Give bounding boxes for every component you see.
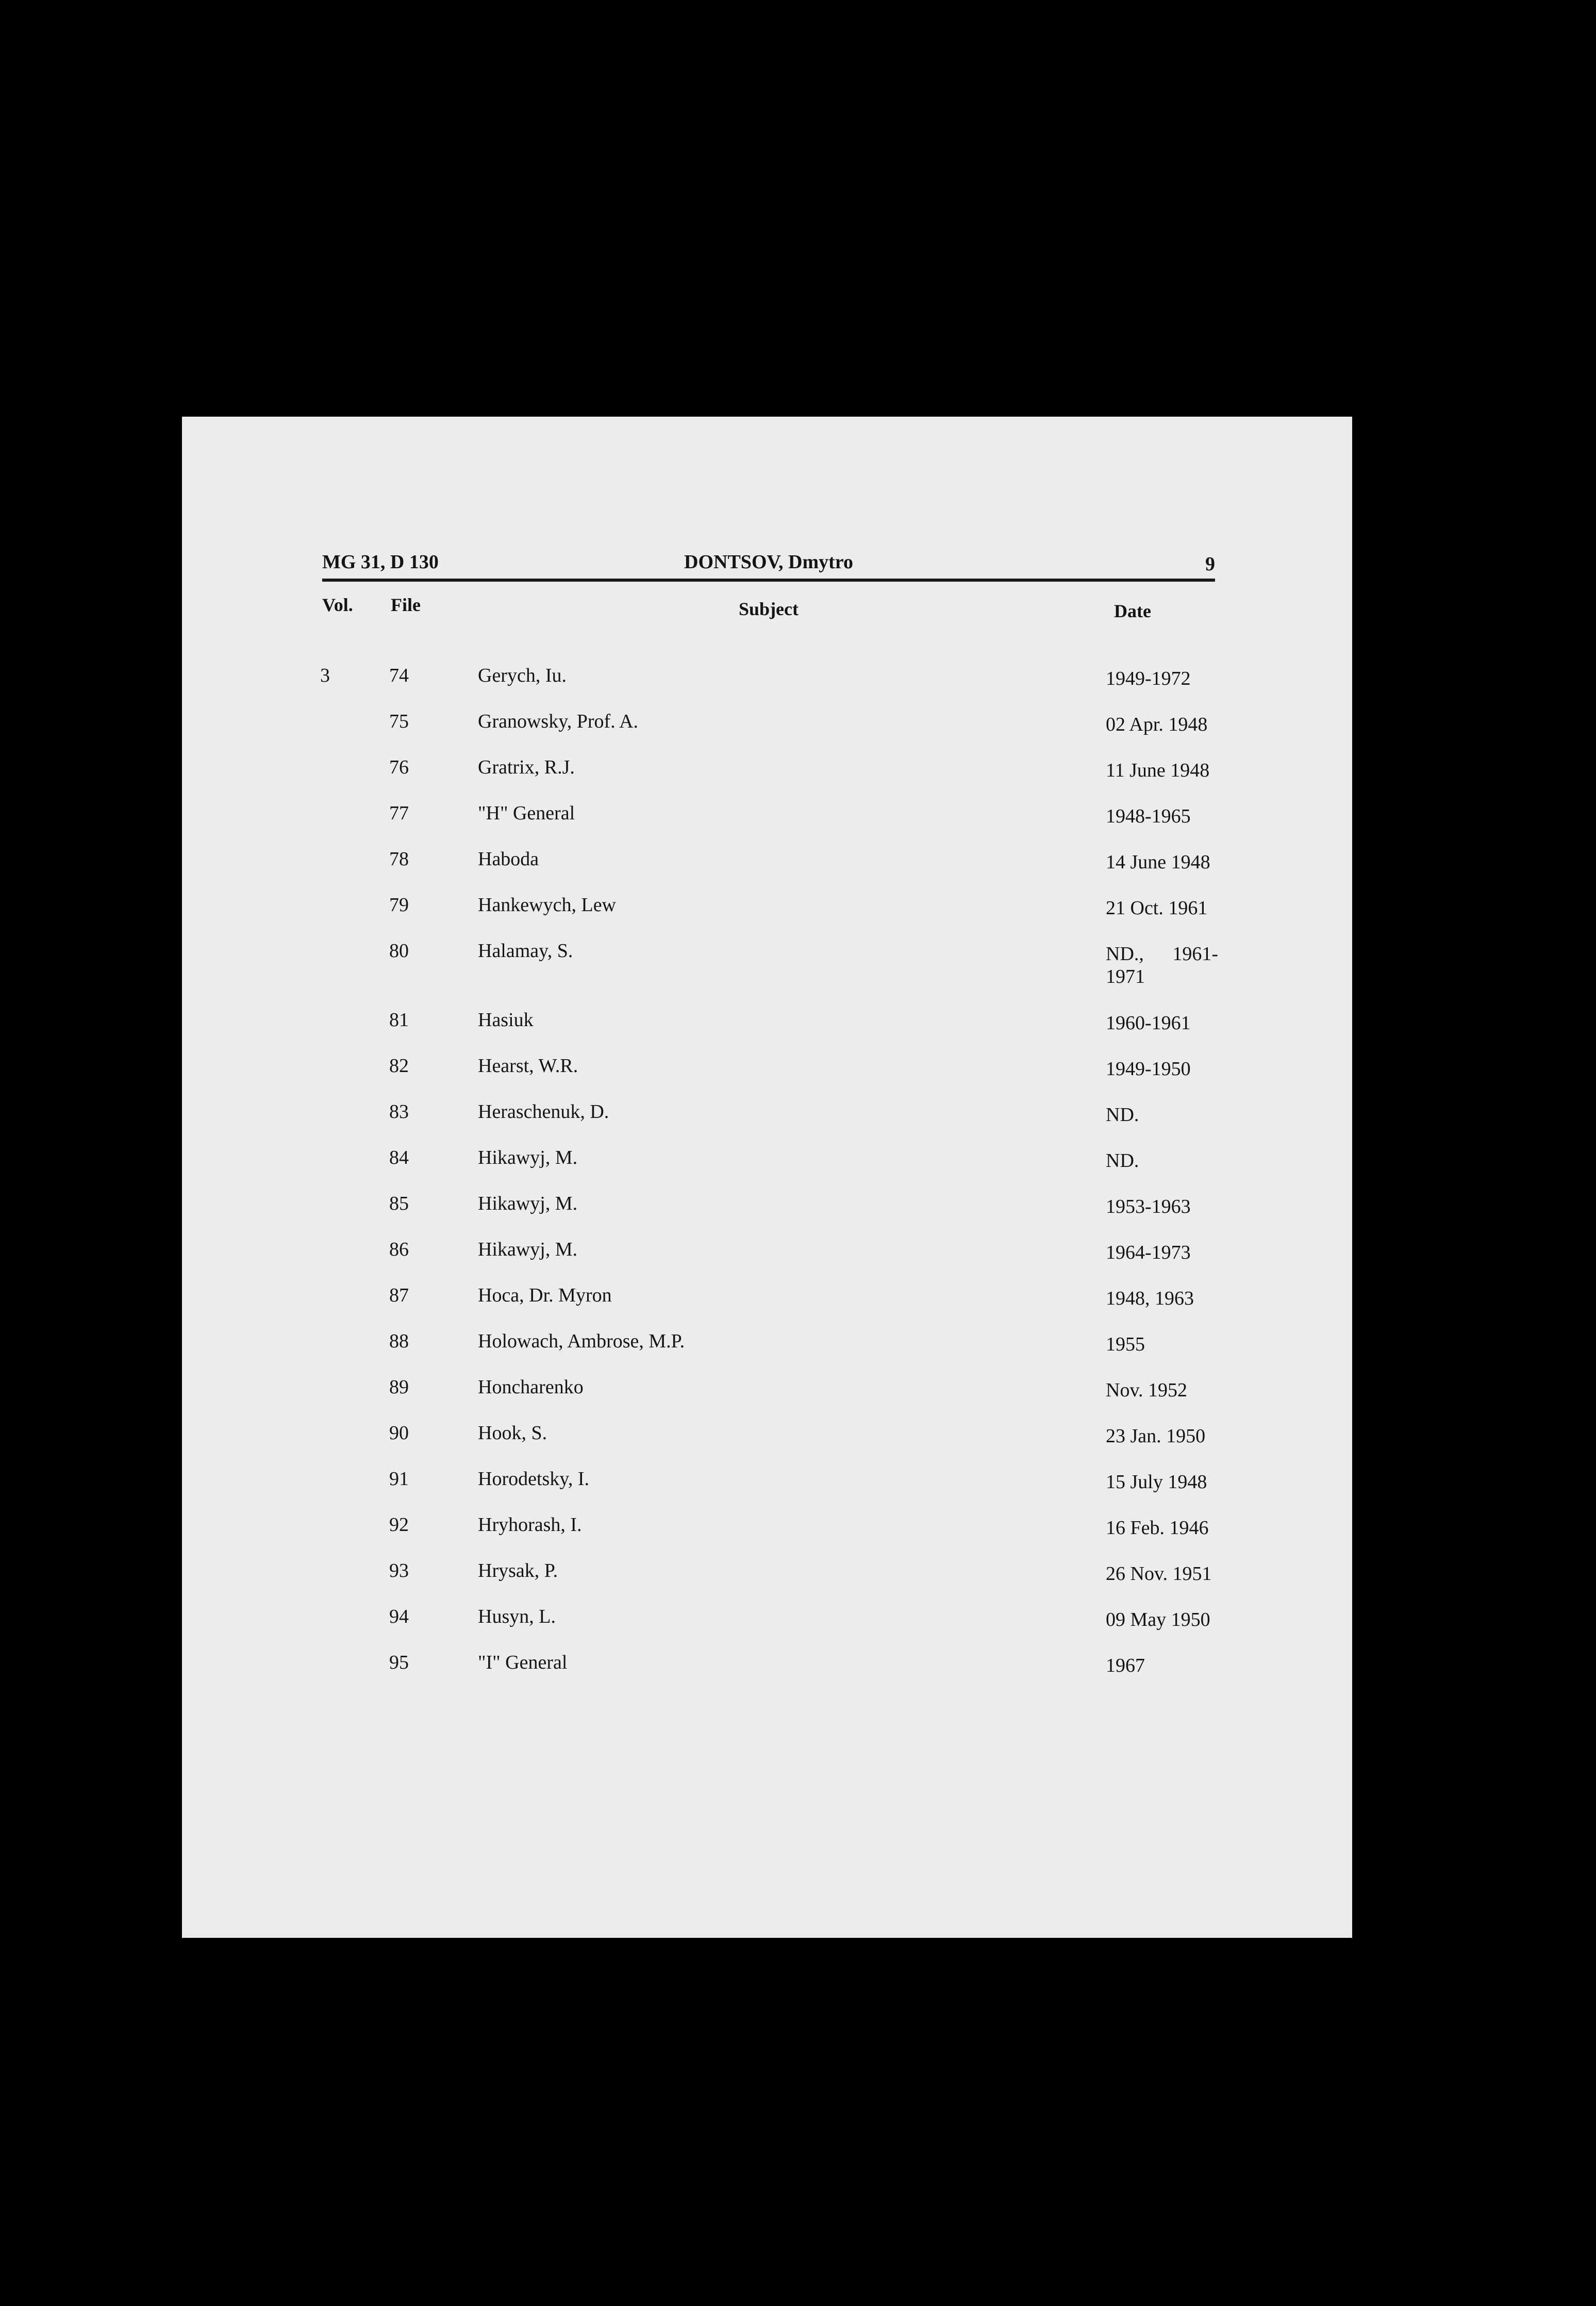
table-row <box>182 1284 1352 1330</box>
file-number: 86 <box>389 1239 409 1260</box>
subject-cell: Honcharenko <box>478 1376 584 1398</box>
date-cell <box>1106 1103 1218 1126</box>
date-line: 14 June 1948 <box>1106 851 1210 873</box>
subject-cell: Husyn, L. <box>478 1606 556 1627</box>
page-header <box>322 548 1215 582</box>
table-row <box>182 940 1352 1009</box>
file-list <box>182 664 1352 1697</box>
date-line-continued: 1971 <box>1106 966 1145 987</box>
date-line: 23 Jan. 1950 <box>1106 1425 1206 1447</box>
table-row <box>182 1559 1352 1605</box>
subject-cell: Halamay, S. <box>478 940 573 962</box>
date-cell <box>1106 667 1218 690</box>
date-line: 15 July 1948 <box>1106 1471 1207 1493</box>
file-number: 79 <box>389 894 409 916</box>
table-row <box>182 1422 1352 1468</box>
table-row <box>182 1651 1352 1697</box>
date-line: 16 Feb. 1946 <box>1106 1517 1209 1539</box>
date-line: 21 Oct. 1961 <box>1106 897 1208 919</box>
subject-cell: Hikawyj, M. <box>478 1239 578 1260</box>
subject-cell: Hryhorash, I. <box>478 1514 582 1536</box>
date-cell <box>1106 1379 1218 1402</box>
date-line: 1949-1950 <box>1106 1058 1191 1080</box>
table-row <box>182 1376 1352 1422</box>
table-row <box>182 1055 1352 1100</box>
date-line: 1948, 1963 <box>1106 1288 1194 1309</box>
page-title: DONTSOV, Dmytro <box>684 551 853 573</box>
date-line: 26 Nov. 1951 <box>1106 1563 1212 1585</box>
file-number: 88 <box>389 1330 409 1352</box>
table-row <box>182 1192 1352 1238</box>
table-row <box>182 1330 1352 1376</box>
collection-reference: MG 31, D 130 <box>322 551 439 573</box>
table-row <box>182 1009 1352 1055</box>
date-line: 1967 <box>1106 1655 1145 1676</box>
date-cell <box>1106 1195 1218 1218</box>
date-line: 1960-1961 <box>1106 1012 1191 1034</box>
file-number: 91 <box>389 1468 409 1490</box>
subject-cell: Holowach, Ambrose, M.P. <box>478 1330 685 1352</box>
column-header-subject: Subject <box>739 599 799 619</box>
date-line: ND. <box>1106 1104 1139 1126</box>
date-line: 1964-1973 <box>1106 1242 1191 1263</box>
date-cell <box>1106 1058 1218 1080</box>
subject-cell: Hearst, W.R. <box>478 1055 578 1077</box>
subject-cell: Haboda <box>478 848 539 870</box>
file-number: 81 <box>389 1009 409 1031</box>
date-cell <box>1106 1149 1218 1172</box>
file-number: 94 <box>389 1606 409 1627</box>
subject-cell: "I" General <box>478 1652 568 1673</box>
file-number: 84 <box>389 1147 409 1168</box>
table-row <box>182 1513 1352 1559</box>
subject-cell: Gerych, Iu. <box>478 665 567 686</box>
date-cell <box>1106 713 1218 736</box>
date-cell <box>1106 1012 1218 1034</box>
subject-cell: Hikawyj, M. <box>478 1147 578 1168</box>
file-number: 93 <box>389 1560 409 1582</box>
subject-cell: Hikawyj, M. <box>478 1193 578 1214</box>
table-row <box>182 1238 1352 1284</box>
date-cell <box>1106 1562 1218 1585</box>
date-cell <box>1106 851 1218 874</box>
date-cell <box>1106 1287 1218 1310</box>
date-line: ND. <box>1106 1150 1139 1172</box>
date-line: 1948-1965 <box>1106 805 1191 827</box>
file-number: 76 <box>389 756 409 778</box>
table-row <box>182 848 1352 894</box>
subject-cell: Heraschenuk, D. <box>478 1101 609 1123</box>
date-cell <box>1106 759 1218 782</box>
file-number: 92 <box>389 1514 409 1536</box>
page-number: 9 <box>1205 553 1215 575</box>
date-line: 1949-1972 <box>1106 668 1191 689</box>
subject-cell: Hoca, Dr. Myron <box>478 1284 612 1306</box>
date-cell <box>1106 1425 1218 1447</box>
date-cell <box>1106 1471 1218 1493</box>
file-number: 95 <box>389 1652 409 1673</box>
date-line: 09 May 1950 <box>1106 1609 1210 1630</box>
date-line: 11 June 1948 <box>1106 760 1210 781</box>
column-header-file: File <box>391 595 421 615</box>
document-page <box>182 417 1352 1938</box>
file-number: 80 <box>389 940 409 962</box>
date-cell <box>1106 805 1218 828</box>
subject-cell: Hrysak, P. <box>478 1560 558 1582</box>
date-cell <box>1106 1517 1218 1539</box>
file-number: 83 <box>389 1101 409 1123</box>
date-cell <box>1106 1241 1218 1264</box>
file-number: 87 <box>389 1284 409 1306</box>
file-number: 74 <box>389 665 409 686</box>
subject-cell: Horodetsky, I. <box>478 1468 589 1490</box>
table-row <box>182 1605 1352 1651</box>
date-cell <box>1106 897 1218 919</box>
subject-cell: Gratrix, R.J. <box>478 756 575 778</box>
table-row <box>182 894 1352 940</box>
table-row <box>182 1146 1352 1192</box>
column-header-vol: Vol. <box>322 595 353 615</box>
file-number: 85 <box>389 1193 409 1214</box>
subject-cell: Hankewych, Lew <box>478 894 617 916</box>
date-cell <box>1106 943 1218 988</box>
date-line: 02 Apr. 1948 <box>1106 714 1208 735</box>
table-row <box>182 1100 1352 1146</box>
table-row <box>182 664 1352 710</box>
column-header-date: Date <box>1114 601 1151 621</box>
file-number: 77 <box>389 802 409 824</box>
file-number: 78 <box>389 848 409 870</box>
vol-cell: 3 <box>320 665 330 686</box>
table-row <box>182 710 1352 756</box>
table-row <box>182 802 1352 848</box>
date-cell <box>1106 1608 1218 1631</box>
date-line: 1955 <box>1106 1333 1145 1355</box>
file-number: 90 <box>389 1422 409 1444</box>
file-number: 82 <box>389 1055 409 1077</box>
date-cell <box>1106 1333 1218 1356</box>
subject-cell: "H" General <box>478 802 575 824</box>
subject-cell: Granowsky, Prof. A. <box>478 711 639 732</box>
subject-cell: Hasiuk <box>478 1009 534 1031</box>
date-line: ND., 1961- <box>1106 943 1218 965</box>
file-number: 75 <box>389 711 409 732</box>
date-cell <box>1106 1654 1218 1677</box>
subject-cell: Hook, S. <box>478 1422 547 1444</box>
file-number: 89 <box>389 1376 409 1398</box>
table-row <box>182 756 1352 802</box>
table-row <box>182 1468 1352 1513</box>
date-line: Nov. 1952 <box>1106 1379 1187 1401</box>
date-line: 1953-1963 <box>1106 1196 1191 1217</box>
